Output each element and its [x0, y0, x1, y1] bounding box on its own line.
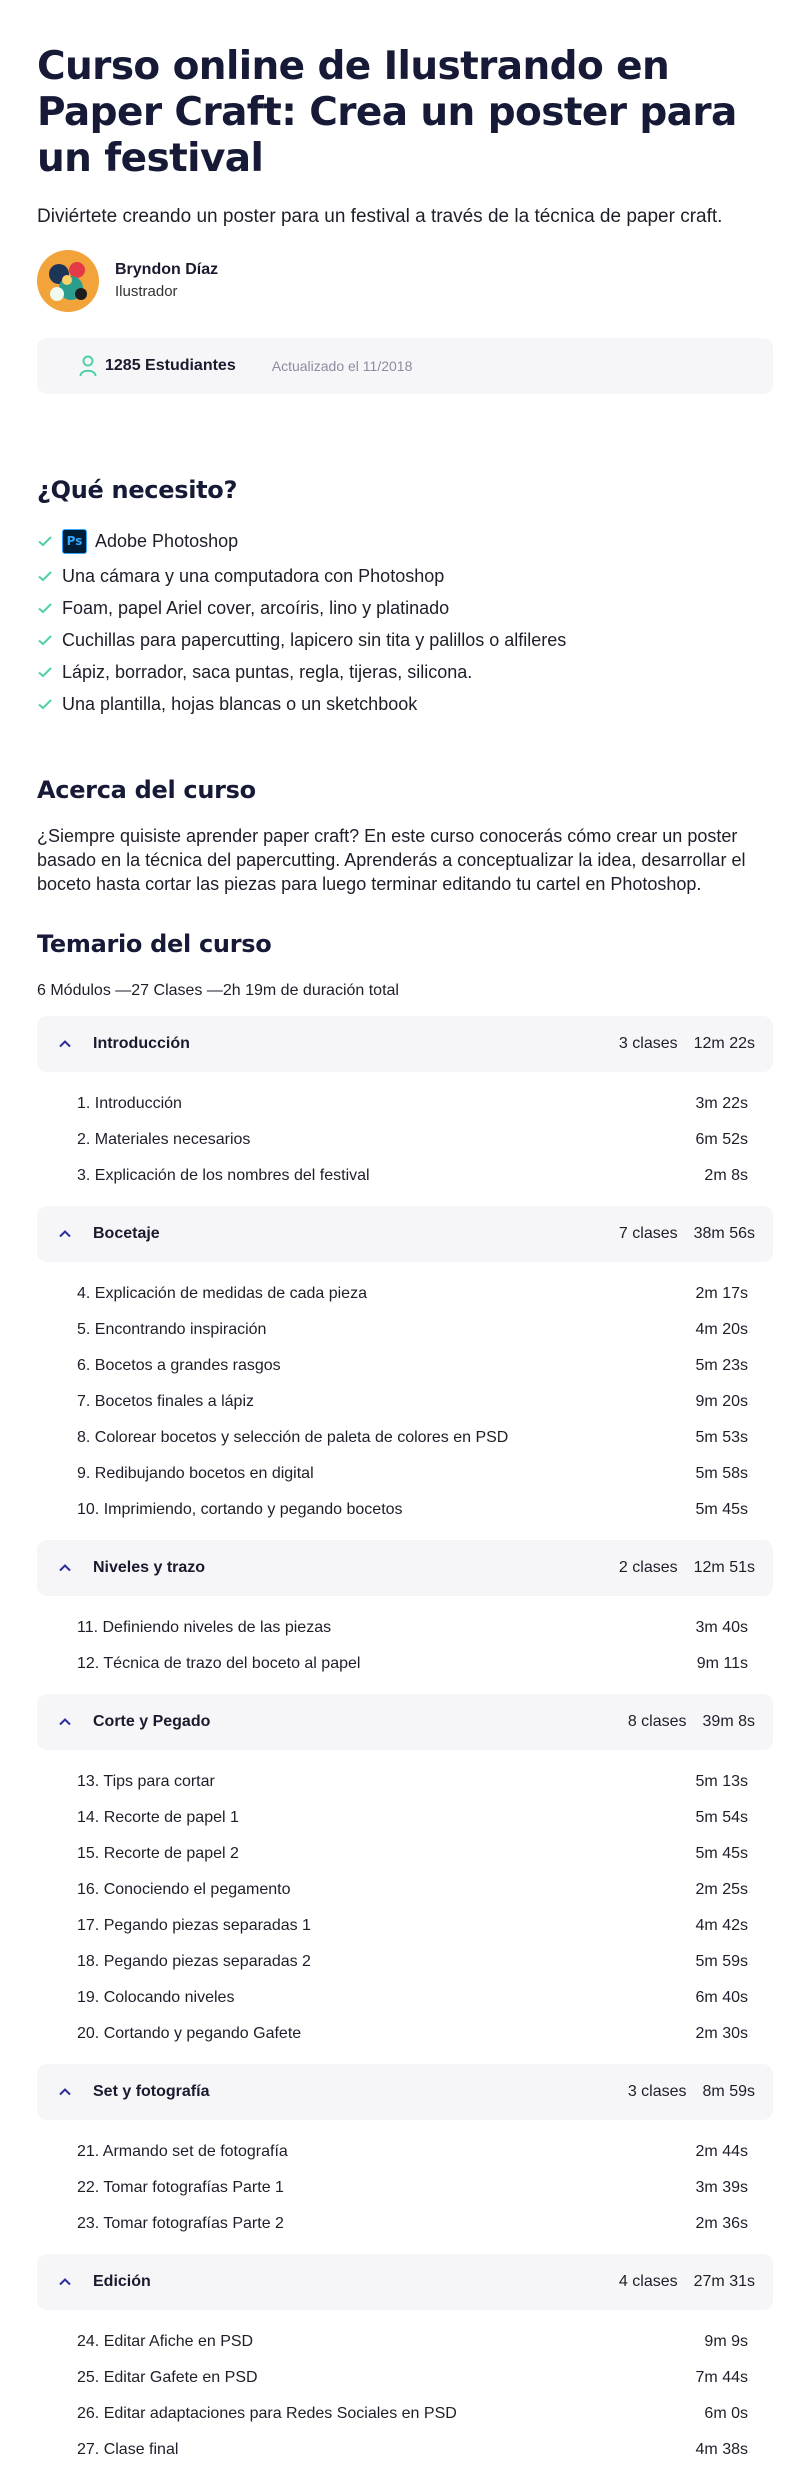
lesson-row[interactable] [37, 1122, 773, 1158]
lesson-list [37, 2120, 773, 2254]
needs-title: ¿Qué necesito? [37, 476, 238, 504]
lesson-title[interactable]: 8. Colorear bocetos y selección de paleta de colores en PSD [77, 1429, 509, 1446]
lesson-row[interactable] [37, 2432, 773, 2468]
lesson-duration: 9m 9s [704, 2333, 748, 2350]
author-name[interactable]: Bryndon Díaz [115, 261, 219, 278]
module-title: Corte y Pegado [93, 1713, 211, 1730]
lesson-duration: 4m 42s [695, 1917, 748, 1934]
module-header[interactable] [37, 1206, 773, 1262]
module-duration: 38m 56s [693, 1225, 755, 1242]
lesson-duration: 5m 45s [695, 1501, 748, 1518]
lesson-duration: 2m 30s [695, 2025, 748, 2042]
lesson-duration: 6m 0s [704, 2405, 748, 2422]
lesson-duration: 5m 53s [695, 1429, 748, 1446]
lesson-title[interactable]: 11. Definiendo niveles de las piezas [77, 1619, 332, 1636]
check-icon [37, 568, 53, 584]
lesson-list [37, 2310, 773, 2480]
course-page [0, 44, 810, 2480]
list-item [37, 624, 773, 656]
check-icon [37, 664, 53, 680]
lesson-row[interactable] [37, 1384, 773, 1420]
lesson-row[interactable] [37, 1420, 773, 1456]
lesson-row[interactable] [37, 1158, 773, 1194]
list-item [37, 592, 773, 624]
lesson-row[interactable] [37, 1276, 773, 1312]
lesson-duration: 3m 22s [695, 1095, 748, 1112]
lesson-row[interactable] [37, 1646, 773, 1682]
list-item [37, 560, 773, 592]
module-title: Edición [93, 2273, 151, 2290]
module-duration: 39m 8s [702, 1713, 755, 1730]
module-header[interactable] [37, 1540, 773, 1596]
lesson-title[interactable]: 14. Recorte de papel 1 [77, 1809, 239, 1826]
students-count: 1285 Estudiantes [105, 357, 236, 374]
lesson-row[interactable] [37, 1312, 773, 1348]
lesson-row[interactable] [37, 1800, 773, 1836]
lesson-title[interactable]: 5. Encontrando inspiración [77, 1321, 267, 1338]
lesson-duration: 9m 11s [696, 1655, 748, 1672]
lesson-duration: 2m 44s [695, 2143, 748, 2160]
lesson-row[interactable] [37, 2170, 773, 2206]
course-title: Curso online de Ilustrando en Paper Craft: Crea un poster para un festival [37, 44, 737, 181]
lesson-duration: 5m 59s [695, 1953, 748, 1970]
module-header[interactable] [37, 2254, 773, 2310]
lesson-list [37, 1750, 773, 2064]
lesson-duration: 2m 25s [695, 1881, 748, 1898]
chevron-up-icon[interactable] [55, 1558, 75, 1578]
module-header[interactable] [37, 2064, 773, 2120]
lesson-row[interactable] [37, 2396, 773, 2432]
lesson-list [37, 1262, 773, 1540]
lesson-duration: 6m 40s [695, 1989, 748, 2006]
course-subtitle: Diviértete creando un poster para un festival a través de la técnica de paper craft. [37, 206, 723, 227]
need-label: Una plantilla, hojas blancas o un sketchbook [62, 693, 418, 714]
syllabus-title: Temario del curso [37, 930, 272, 958]
chevron-up-icon[interactable] [55, 2082, 75, 2102]
lesson-row[interactable] [37, 2324, 773, 2360]
check-icon [37, 696, 53, 712]
lesson-duration: 3m 40s [695, 1619, 748, 1636]
lesson-title[interactable]: 16. Conociendo el pegamento [77, 1881, 291, 1898]
lesson-duration: 4m 20s [695, 1321, 748, 1338]
lesson-duration: 5m 54s [695, 1809, 748, 1826]
lesson-list [37, 1596, 773, 1694]
chevron-up-icon[interactable] [55, 1034, 75, 1054]
lesson-title[interactable]: 17. Pegando piezas separadas 1 [77, 1917, 311, 1934]
user-icon [79, 355, 97, 377]
lesson-title[interactable]: 13. Tips para cortar [77, 1773, 215, 1790]
lesson-row[interactable] [37, 1086, 773, 1122]
lesson-title[interactable]: 9. Redibujando bocetos en digital [77, 1465, 314, 1482]
lesson-title[interactable]: 19. Colocando niveles [77, 1989, 235, 2006]
avatar[interactable] [37, 250, 99, 312]
lesson-duration: 5m 45s [695, 1845, 748, 1862]
lesson-row[interactable] [37, 1980, 773, 2016]
lesson-duration: 3m 39s [695, 2179, 748, 2196]
lesson-row[interactable] [37, 1764, 773, 1800]
module-header[interactable] [37, 1694, 773, 1750]
lesson-duration: 6m 52s [695, 1131, 748, 1148]
module-duration: 12m 51s [693, 1559, 755, 1576]
lesson-duration: 2m 8s [704, 1167, 748, 1184]
check-icon [37, 533, 53, 549]
module-title: Bocetaje [93, 1225, 160, 1242]
list-item [37, 656, 773, 688]
lesson-title[interactable]: 27. Clase final [77, 2441, 179, 2458]
lesson-duration: 7m 44s [695, 2369, 748, 2386]
lesson-title[interactable]: 25. Editar Gafete en PSD [77, 2369, 258, 2386]
need-label: Lápiz, borrador, saca puntas, regla, tijeras, silicona. [62, 661, 473, 682]
lesson-duration: 5m 58s [695, 1465, 748, 1482]
lesson-duration: 4m 38s [695, 2441, 748, 2458]
lesson-title[interactable]: 22. Tomar fotografías Parte 1 [77, 2179, 284, 2196]
lesson-row[interactable] [37, 2016, 773, 2052]
lesson-title[interactable]: 1. Introducción [77, 1095, 182, 1112]
needs-list [37, 522, 773, 720]
module-duration: 12m 22s [693, 1035, 755, 1052]
lesson-title[interactable]: 3. Explicación de los nombres del festival [77, 1167, 370, 1184]
photoshop-icon: Ps [62, 529, 87, 554]
module-header[interactable] [37, 1016, 773, 1072]
lesson-duration: 5m 23s [695, 1357, 748, 1374]
lesson-title[interactable]: 20. Cortando y pegando Gafete [77, 2025, 302, 2042]
lesson-row[interactable] [37, 1456, 773, 1492]
need-label: Foam, papel Ariel cover, arcoíris, lino y platinado [62, 597, 450, 618]
lesson-title[interactable]: 23. Tomar fotografías Parte 2 [77, 2215, 284, 2232]
lesson-row[interactable] [37, 1492, 773, 1528]
lesson-row[interactable] [37, 1944, 773, 1980]
chevron-up-icon[interactable] [55, 1224, 75, 1244]
lesson-title[interactable]: 10. Imprimiendo, cortando y pegando bocetos [77, 1501, 403, 1518]
lesson-title[interactable]: 24. Editar Afiche en PSD [77, 2333, 254, 2350]
lesson-duration: 5m 13s [695, 1773, 748, 1790]
lesson-row[interactable] [37, 1908, 773, 1944]
module-title: Set y fotografía [93, 2083, 210, 2100]
module-title: Introducción [93, 1035, 190, 1052]
lesson-duration: 9m 20s [695, 1393, 748, 1410]
lesson-title[interactable]: 2. Materiales necesarios [77, 1131, 251, 1148]
module-count: 8 clases [627, 1713, 687, 1730]
need-label: Una cámara y una computadora con Photoshop [62, 565, 445, 586]
module-title: Niveles y trazo [93, 1559, 206, 1576]
author-role: Ilustrador [115, 283, 178, 300]
list-item [37, 688, 773, 720]
module-duration: 8m 59s [702, 2083, 755, 2100]
need-label: Cuchillas para papercutting, lapicero sin tita y palillos o alfileres [62, 629, 567, 650]
module-count: 2 clases [618, 1559, 678, 1576]
module-list [37, 1016, 773, 2480]
updated-date: Actualizado el 11/2018 [271, 358, 413, 374]
lesson-row[interactable] [37, 2360, 773, 2396]
lesson-title[interactable]: 21. Armando set de fotografía [77, 2143, 288, 2160]
module-count: 3 clases [627, 2083, 687, 2100]
software-label: Adobe Photoshop [95, 530, 239, 551]
lesson-title[interactable]: 4. Explicación de medidas de cada pieza [77, 1285, 367, 1302]
chevron-up-icon[interactable] [55, 1712, 75, 1732]
lesson-title[interactable]: 12. Técnica de trazo del boceto al papel [77, 1655, 361, 1672]
lesson-row[interactable] [37, 1836, 773, 1872]
lesson-title[interactable]: 6. Bocetos a grandes rasgos [77, 1357, 281, 1374]
lesson-row[interactable] [37, 1610, 773, 1646]
module-count: 4 clases [618, 2273, 678, 2290]
lesson-row[interactable] [37, 2206, 773, 2242]
author-block[interactable] [37, 248, 773, 314]
lesson-list [37, 1072, 773, 1206]
module-duration: 27m 31s [693, 2273, 755, 2290]
lesson-title[interactable]: 26. Editar adaptaciones para Redes Sociales en PSD [77, 2405, 457, 2422]
stats-bar [37, 338, 773, 394]
about-title: Acerca del curso [37, 776, 256, 804]
about-text: ¿Siempre quisiste aprender paper craft? En este curso conocerás cómo crear un poster basado en la técnica del papercutting. Aprenderás a conceptualizar la idea, desarrollar el boceto hasta cortar las piezas para luego terminar editando tu cartel en Photoshop. [37, 826, 746, 894]
lesson-row[interactable] [37, 2134, 773, 2170]
lesson-title[interactable]: 15. Recorte de papel 2 [77, 1845, 239, 1862]
lesson-title[interactable]: 7. Bocetos finales a lápiz [77, 1393, 254, 1410]
lesson-row[interactable] [37, 1348, 773, 1384]
check-icon [37, 600, 53, 616]
list-item [37, 522, 773, 560]
chevron-up-icon[interactable] [55, 2272, 75, 2292]
syllabus-summary: 6 Módulos —27 Clases —2h 19m de duración total [37, 982, 399, 999]
lesson-row[interactable] [37, 1872, 773, 1908]
module-count: 3 clases [618, 1035, 678, 1052]
lesson-duration: 2m 36s [695, 2215, 748, 2232]
lesson-duration: 2m 17s [695, 1285, 748, 1302]
lesson-title[interactable]: 18. Pegando piezas separadas 2 [77, 1953, 311, 1970]
check-icon [37, 632, 53, 648]
module-count: 7 clases [618, 1225, 678, 1242]
